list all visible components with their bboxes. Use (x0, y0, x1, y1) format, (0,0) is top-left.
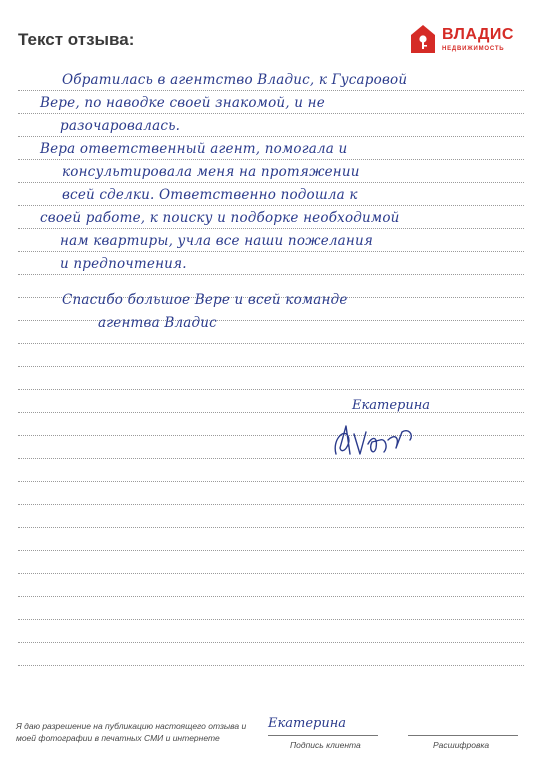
ruled-line (18, 665, 524, 666)
ruled-line (18, 366, 524, 367)
client-signature-label: Подпись клиента (290, 740, 361, 750)
ruled-line (18, 320, 524, 321)
ruled-line (18, 205, 524, 206)
decode-line (408, 735, 518, 736)
ruled-line (18, 458, 524, 459)
client-signature-handwriting: Екатерина (268, 716, 347, 731)
ruled-line (18, 159, 524, 160)
ruled-line (18, 251, 524, 252)
ruled-line (18, 527, 524, 528)
ruled-line (18, 389, 524, 390)
review-line: Вере, по наводке своей знакомой, и не (40, 95, 325, 111)
review-line: Вера ответственный агент, помогала и (40, 141, 348, 157)
ruled-line (18, 182, 524, 183)
ruled-line (18, 113, 524, 114)
ruled-line (18, 619, 524, 620)
brand-subtitle: НЕДВИЖИМОСТЬ (442, 46, 505, 52)
publication-consent: Я даю разрешение на публикацию настоящего отзыва и моей фотографии в печатных СМИ и интернете (16, 721, 247, 743)
decode-label: Расшифровка (433, 740, 490, 750)
review-line: всей сделки. Ответственно подошла к (62, 187, 358, 203)
review-line: разочаровалась. (60, 118, 181, 134)
ruled-line (18, 573, 524, 574)
review-line: Обратилась в агентство Владис, к Гусаровой (62, 72, 408, 88)
page-title: Текст отзыва: (18, 30, 135, 49)
review-line: и предпочтения. (60, 256, 187, 272)
handwritten-signature (330, 420, 420, 464)
review-line: своей работе, к поиску и подборке необходимой (40, 210, 400, 226)
closing-line: Спасибо большое Вере и всей команде (62, 292, 348, 308)
ruled-line (18, 596, 524, 597)
client-signature-line (268, 735, 378, 736)
ruled-line (18, 343, 524, 344)
ruled-line (18, 550, 524, 551)
brand-name: ВЛАДИС (442, 26, 514, 43)
ruled-line (18, 274, 524, 275)
ruled-line (18, 504, 524, 505)
ruled-line (18, 412, 524, 413)
signature-name: Екатерина (352, 398, 431, 413)
ruled-line (18, 435, 524, 436)
review-line: консультировала меня на протяжении (62, 164, 360, 180)
closing-line: агентва Владис (98, 315, 217, 331)
ruled-line (18, 642, 524, 643)
ruled-lines (18, 0, 524, 768)
ruled-line (18, 136, 524, 137)
ruled-line (18, 228, 524, 229)
review-line: нам квартиры, учла все наши пожелания (60, 233, 374, 249)
ruled-line (18, 90, 524, 91)
ruled-line (18, 481, 524, 482)
